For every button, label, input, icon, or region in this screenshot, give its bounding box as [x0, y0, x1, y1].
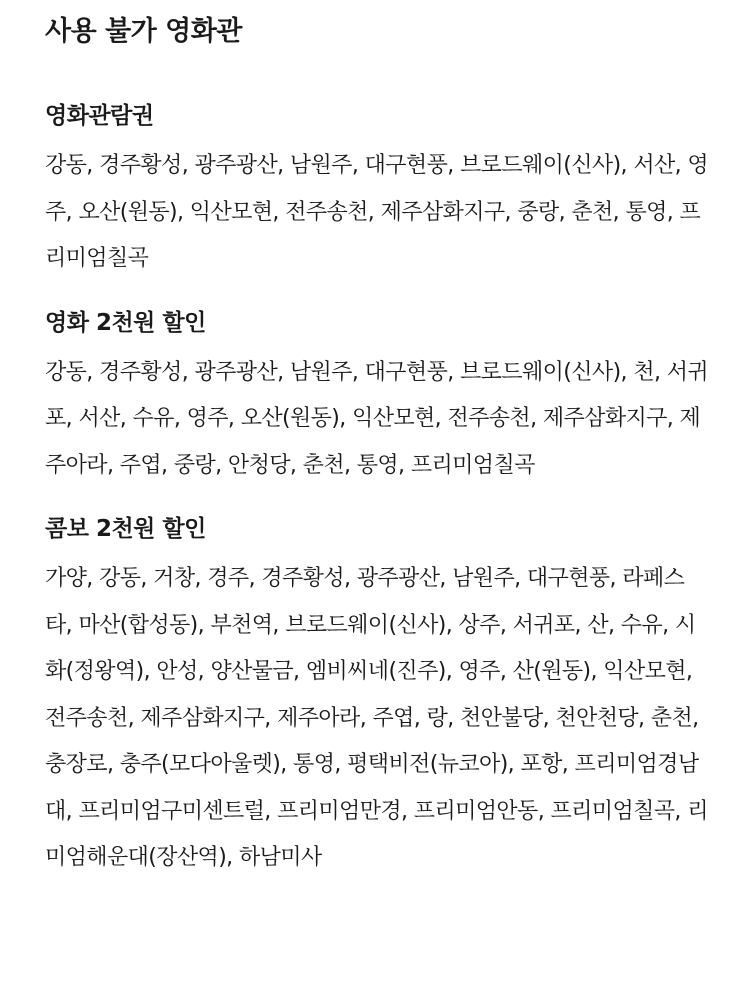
- section-movie-ticket: [45, 101, 730, 283]
- section-heading: 영화관람권: [45, 103, 154, 129]
- section-heading: 영화 2천원 할인: [45, 309, 206, 336]
- theater-list: 가양, 강동, 거창, 경주, 경주황성, 광주광산, 남원주, 대구현풍, 라페스타, 마산(합성동), 부천역, 브로드웨이(신사), 상주, 서귀포, 산, 수유, 시화(정왕역), 안성, 양산물금, 엠비씨네(진주), 영주, 산(원동), 익산모현, 전주송천, 제주삼화지구, 제주아라, 주엽, 랑, 천안불당, 천안천당, 춘천, 충장로, 충주(모다아울렛), 통영, 평택비전(뉴코아), 포항, 프리미엄경남대, 프리미엄구미센트럴, 프리미엄만경, 프리미엄안동, 프리미엄칠곡, 리미엄해운대(장산역), 하남미사: [45, 566, 708, 870]
- section-combo-discount: [45, 514, 730, 882]
- section-movie-discount: [45, 308, 730, 490]
- theater-list: 강동, 경주황성, 광주광산, 남원주, 대구현풍, 브로드웨이(신사), 서산, 영주, 오산(원동), 익산모현, 전주송천, 제주삼화지구, 중랑, 춘천, 통영, 프리미엄칠곡: [45, 153, 709, 271]
- page-title: 사용 불가 영화관: [45, 16, 242, 47]
- theater-list: 강동, 경주황성, 광주광산, 남원주, 대구현풍, 브로드웨이(신사), 천, 서귀포, 서산, 수유, 영주, 오산(원동), 익산모현, 전주송천, 제주삼화지구, 제주아라, 주엽, 중랑, 안청당, 춘천, 통영, 프리미엄칠곡: [45, 359, 709, 478]
- section-heading: 콤보 2천원 할인: [45, 516, 206, 542]
